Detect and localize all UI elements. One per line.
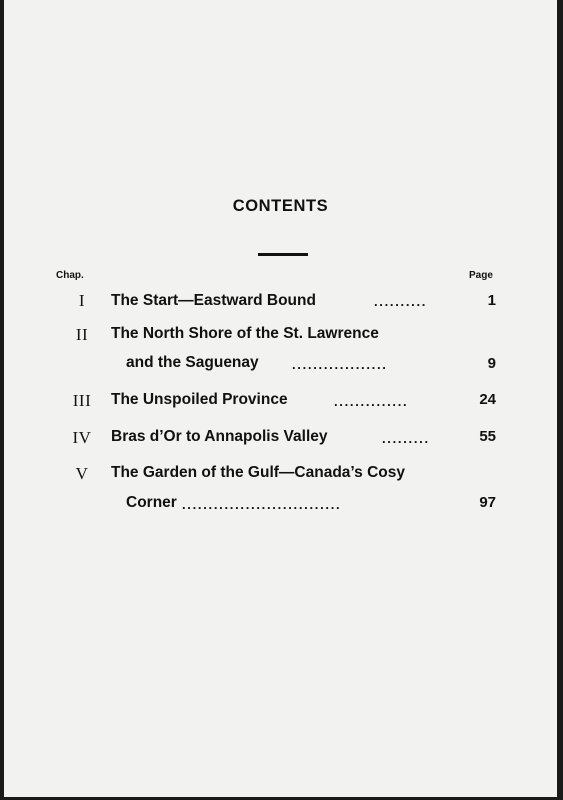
dot-leader: .............................. — [182, 497, 342, 512]
chapter-number: IV — [72, 428, 92, 447]
chapter-title: The North Shore of the St. Lawrence — [111, 325, 379, 342]
book-page — [4, 0, 557, 797]
chapter-number: III — [72, 391, 92, 410]
contents-heading: CONTENTS — [232, 197, 329, 215]
heading-rule — [258, 253, 308, 256]
chapter-title-continued: Corner — [126, 494, 177, 511]
chapter-title-continued: and the Saguenay — [126, 354, 259, 371]
show-through-texture — [64, 0, 524, 255]
page-number: 9 — [487, 355, 496, 372]
page-number: 1 — [487, 292, 496, 309]
page-column-header: Page — [469, 270, 493, 281]
page-number: 97 — [479, 494, 496, 511]
chapter-title: The Unspoiled Province — [111, 391, 288, 408]
chapter-title: Bras d’Or to Annapolis Valley — [111, 428, 328, 445]
chapter-number: II — [75, 325, 89, 344]
chap-column-header: Chap. — [56, 270, 84, 281]
page-number: 55 — [479, 428, 496, 445]
dot-leader: .......... — [374, 294, 428, 309]
dot-leader: .............. — [334, 394, 409, 409]
dot-leader: ......... — [382, 431, 430, 446]
chapter-title: The Start—Eastward Bound — [111, 292, 316, 309]
page-number: 24 — [479, 391, 496, 408]
chapter-number: V — [75, 464, 89, 483]
chapter-title: The Garden of the Gulf—Canada’s Cosy — [111, 464, 405, 481]
dot-leader: .................. — [292, 357, 388, 372]
chapter-number: I — [78, 291, 86, 310]
